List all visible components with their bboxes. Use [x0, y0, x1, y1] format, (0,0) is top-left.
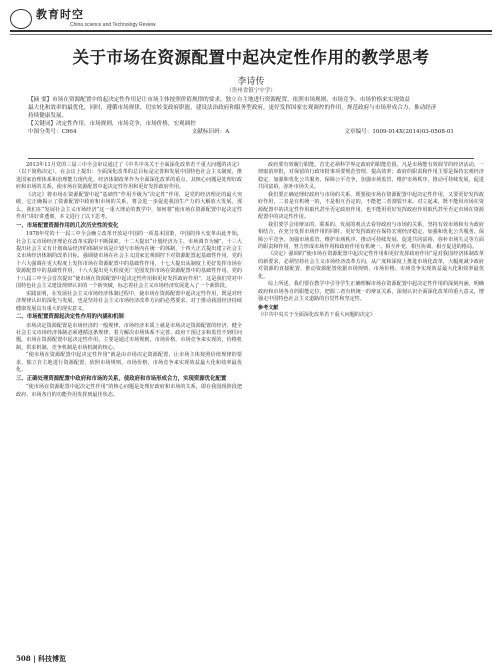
abstract-line: 持续健康发展。 [28, 113, 68, 119]
journal-logo [10, 9, 32, 29]
section-heading: 一、市场配置资源作用的几次历史性的变化 [16, 222, 119, 229]
body-paragraph: 2013年11月党的三届三中全会审议通过了《中共中央关于全面深化改革若干重大问题的决定》（以下简称决定），在会议上提出：全面深化改革的总目标是完善和发展中国特色社会主义制度，推进国家治理体系和治理能力现代化。经济体制改革作为全面深化改革的重点，其核心问题是处理好政府和市场的关系，使市场在资源配置中起决定性作用和更好发挥政府作用。 [16, 162, 242, 191]
page-footer: 508 | 科技博览 [16, 654, 67, 663]
body-paragraph: 市场决定资源配置是市场经济的一般规律，市场经济本质上就是市场决定资源配置的经济。健全社会主义市场经济体制必须遵循这条规律，着力解决市场体系不完善、政府干预过多和监管不到位问题。市场在资源配置中起决定性作用，主要是通过市场规则、市场价格、市场竞争来实现的，价格机制、供求机制、竞争机制是市场机制的核心。 [16, 322, 242, 351]
abstract-divider [28, 158, 474, 159]
classification-row [28, 128, 474, 136]
body-paragraph: “使市场在资源配置中起决定性作用”的核心问题是处理好政府和市场的关系，即在我国现阶段把政府、市场各自的功能作用发挥到最佳状态。 [16, 384, 242, 398]
journal-english-name: China science and Technology Review [70, 22, 156, 28]
header-rule [10, 30, 492, 32]
body-paragraph: 我们要正确处理好政府与市场的关系，既要使市场在资源配置中起决定性作用，又要更好发挥政府作用，二者是有机统一的，不是相互否定的，不能把二者割裂开来、对立起来，既不能用市场在资源配置中的决定性作用取代甚至否定政府作用，也不能用更好发挥政府作用取代甚至否定市场在资源配置中的决定性作用。 [258, 191, 484, 221]
body-paragraph: 综上所述，我们要在教学中引导学生正确理解市场在资源配置中起决定性作用的深刻内涵，明确政府和市场各自的职能定位，把握二者有机统一的辩证关系，深刻认识全面深化改革的重大意义，增强走中国特色社会主义道路的自觉性和坚定性。 [258, 281, 484, 303]
body-paragraph: 实践证明，在发展社会主义市场经济体制过程中，使市场在资源配置中起决定性作用，既是对经济规律认识的深化与发展，也是坚持社会主义市场经济改革方向的必然要求，对于推动我国经济持续健康发展具有重大的现实意义。 [16, 290, 242, 312]
body-paragraph: 《决定》将市场在资源配置中起“基础性”作用升级为“决定性”作用，是党的经济理论的最大突破，它正确揭示了资源配置中政府和市场的关系，将会进一步促进我国生产力的大解放大发展。那么，我们在“发展社会主义市场经济”这一重大理论的教学中，如何将“使市场在资源配置中起决定性作用”讲好讲透彻，本文进行了以下思考。 [16, 191, 242, 221]
journal-short-name: 科技博览 [38, 654, 67, 663]
body-column-left [16, 162, 242, 399]
body-paragraph: 政府要有效履行职能，首先必须科学界定政府的职能范围，凡是市场能有效调节的经济活动，一律取消审批，对保留的行政审批事项要规范管理、提高效率；政府的职责和作用主要是保持宏观经济稳定，加强和优化公共服务，保障公平竞争，加强市场监管，维护市场秩序，推动可持续发展，促进共同富裕，弥补市场失灵。 [258, 162, 484, 191]
journal-name: 教育时空 [36, 8, 84, 21]
article-title: 关于市场在资源配置中起决定性作用的教学思考 [72, 48, 430, 67]
author-affiliation: （贵州省镇宁中学） [226, 88, 276, 94]
abstract-line: 【摘 要】市场在资源配置中的起决定性作用是让市场主体按照价值规律的要求，独立自主地进行资源配置，依照市场规则、市场竞争、市场价格来实现效益 [28, 97, 411, 103]
references-heading: 参考文献 [258, 304, 279, 311]
abstract-line: 最大化和效率的最优化，同时，遵循市场规律，切实转变政府职能，建设法治政府和服务型政府，更好发挥国家宏观调控的作用，规范政府与市场形成合力，推动经济 [28, 105, 437, 111]
body-paragraph: 1978年党的十一届三中全会确立改革开放是中国的一项基本国策，中国的伟大变革由此开始，社会主义市场经济理论在改革实践中不断探索。十二大提出“计划经济为主、市场调节为辅”，十三大提出社会主义有计划商品经济的体制应该是计划与市场内在统一的体制，十四大正式提出建立社会主义市场经济体制的改革目标，强调使市场在社会主义国家宏观调控下对资源配置起基础性作用。党的十六大强调在更大程度上发挥市场在资源配置中的基础性作用，十七大提出从制度上更好发挥市场在资源配置中的基础性作用，十八大提出更大程度更广范围发挥市场在资源配置中的基础性作用。党的十八届三中全会首次提出“使市场在资源配置中起决定性作用和更好发挥政府作用”，这是我们党对中国特色社会主义建设规律认识的一个新突破，标志着社会主义市场经济发展进入了一个新阶段。 [16, 231, 242, 290]
header-rule-thin [10, 34, 492, 35]
journal-header [10, 6, 492, 36]
section-heading: 二、市场配置资源起决定性作用的内涵和机制 [16, 314, 124, 321]
document-code: 文献标识码：A [191, 129, 230, 135]
abstract-block [28, 96, 474, 136]
body-paragraph: “使市场在资源配置中起决定性作用”就是由市场决定资源配置，让市场主体按照价值规律的要求，独立自主地进行资源配置，依照市场规则、市场价格、市场竞争来实现效益最大化和效率最优化。 [16, 352, 242, 374]
body-column-right [258, 162, 484, 320]
article-number: 文章编号：1009-914X(2014)03-0508-01 [344, 129, 454, 135]
reference-item: 《中共中央关于全面深化改革若干重大问题的决定》 [258, 312, 376, 319]
body-paragraph: 《决定》强调的“使市场在资源配置中起决定性作用和更好发挥政府作用”是对我国经济体制改革的新要求，必须坚持社会主义市场经济改革方向，从广度和深度上推进市场化改革，大幅度减少政府对资源的直接配置，推动资源配置依据市场规则、市场价格、市场竞争实现效益最大化和效率最优化。 [258, 251, 484, 280]
clc-number: 中图分类号：C964 [28, 129, 77, 135]
section-heading: 三、正确处理资源配置中政府和市场的关系，使政府和市场形成合力，实现资源优化配置 [16, 375, 227, 382]
author-name: 李诗传 [237, 77, 265, 87]
body-paragraph: 我们要学会用辩证的、联系的、发展的观点去看待政府与市场的关系，坚持有效市场和有为政府相结合，在充分发挥市场作用的同时，更好发挥政府在保持宏观经济稳定、加强和优化公共服务、保障公平竞争、加强市场监管、维护市场秩序、推动可持续发展、促进共同富裕、弥补市场失灵等方面的职责和作用，努力形成市场作用和政府作用有机统一、相互补充、相互协调、相互促进的格局。 [258, 221, 484, 250]
keywords: 【关键词】决定性作用，市场规则，市场竞争，市场价格，宏观调控 [28, 121, 196, 127]
page-number: 508 [16, 654, 31, 663]
